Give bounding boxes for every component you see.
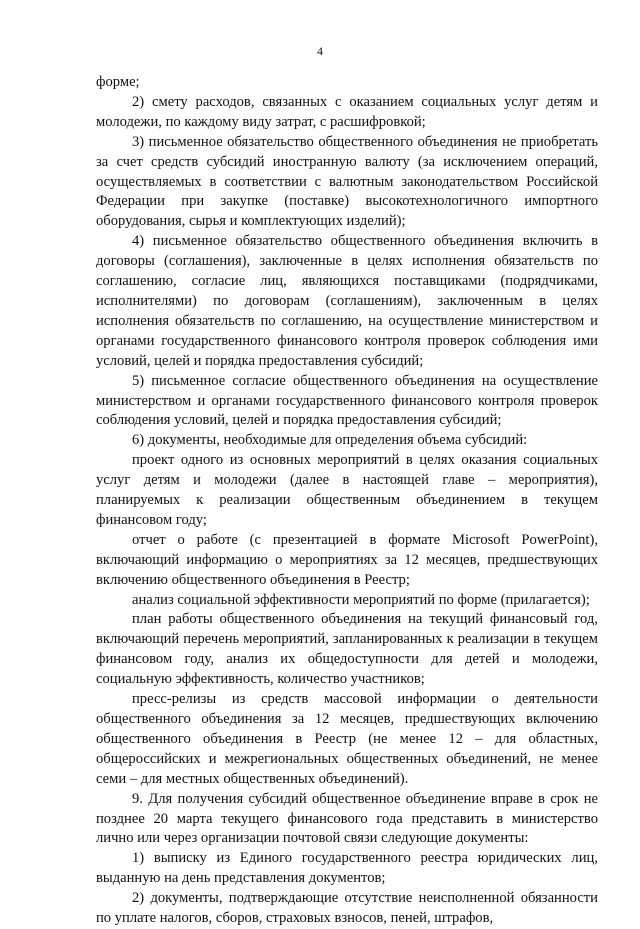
paragraph-item-6-documents: 6) документы, необходимые для определения объема субсидий: (132, 432, 528, 449)
paragraph-section-9: 9. Для получения субсидий общественное объединение вправе в срок не позднее 20 марта текущего финансового года представить в министерство лично или через организации почтовой связи следующие документы: (96, 790, 598, 847)
paragraph-item-5-audit-consent: 5) письменное согласие общественного объединения на осуществление министерством и органами государственного финансового контроля проверок соблюдения условий, целей и порядка предоставления субсидий; (96, 372, 598, 429)
document-body (96, 73, 598, 929)
paragraph-continuation: форме; (96, 74, 140, 90)
page-number: 4 (317, 44, 323, 58)
paragraph-work-plan: план работы общественного объединения на текущий финансовый год, включающий перечень мероприятий, запланированных к реализации в текущем финансовом году, анализ их общедоступности для детей и молодежи, социальную эффективность, количество участников; (96, 611, 598, 688)
paragraph-tax-documents: 2) документы, подтверждающие отсутствие неисполненной обязанности по уплате налогов, сборов, страховых взносов, пеней, штрафов, (96, 890, 598, 927)
paragraph-efficiency-analysis: анализ социальной эффективности мероприятий по форме (прилагается); (132, 591, 590, 608)
paragraph-registry-extract: 1) выписку из Единого государственного реестра юридических лиц, выданную на день представления документов; (96, 850, 598, 887)
paragraph-project: проект одного из основных мероприятий в целях оказания социальных услуг детям и молодежи (далее в настоящей главе – мероприятия), планируемых к реализации общественным объединением в текущем финансовом году; (96, 452, 598, 528)
paragraph-press-releases: пресс-релизы из средств массовой информации о деятельности общественного объединения за 12 месяцев, предшествующих включению общественного объединения в Реестр (не менее 12 – для областных, общероссийских и межрегиональных общественных объединений, не менее семи – для местных общественных объединений). (96, 691, 598, 787)
paragraph-item-2-expense-estimate: 2) смету расходов, связанных с оказанием социальных услуг детям и молодежи, по каждому виду затрат, с расшифровкой; (96, 93, 598, 130)
paragraph-work-report: отчет о работе (с презентацией в формате Microsoft PowerPoint), включающий информацию о мероприятиях за 12 месяцев, предшествующих включению общественного объединения в Реестр; (96, 531, 598, 588)
paragraph-item-3-currency-obligation: 3) письменное обязательство общественного объединения не приобретать за счет средств субсидий иностранную валюту (за исключением операций, осуществляемых в соответствии с валютным законодательством Российской Федерации при закупке (поставке) высокотехнологичного импортного оборудования, сырья и комплектующих изделий); (96, 133, 598, 230)
paragraph-item-4-contract-obligation: 4) письменное обязательство общественного объединения включить в договоры (соглашения), заключенные в целях исполнения обязательств по соглашению, согласие лиц, являющихся поставщиками (подрядчиками, исполнителями) по договорам (соглашениям), заключенным в целях исполнения обязательств по соглашению, на осуществление министерством и органами государственного финансового контроля проверок соблюдения ими условий, целей и порядка предоставления субсидий; (96, 233, 598, 369)
